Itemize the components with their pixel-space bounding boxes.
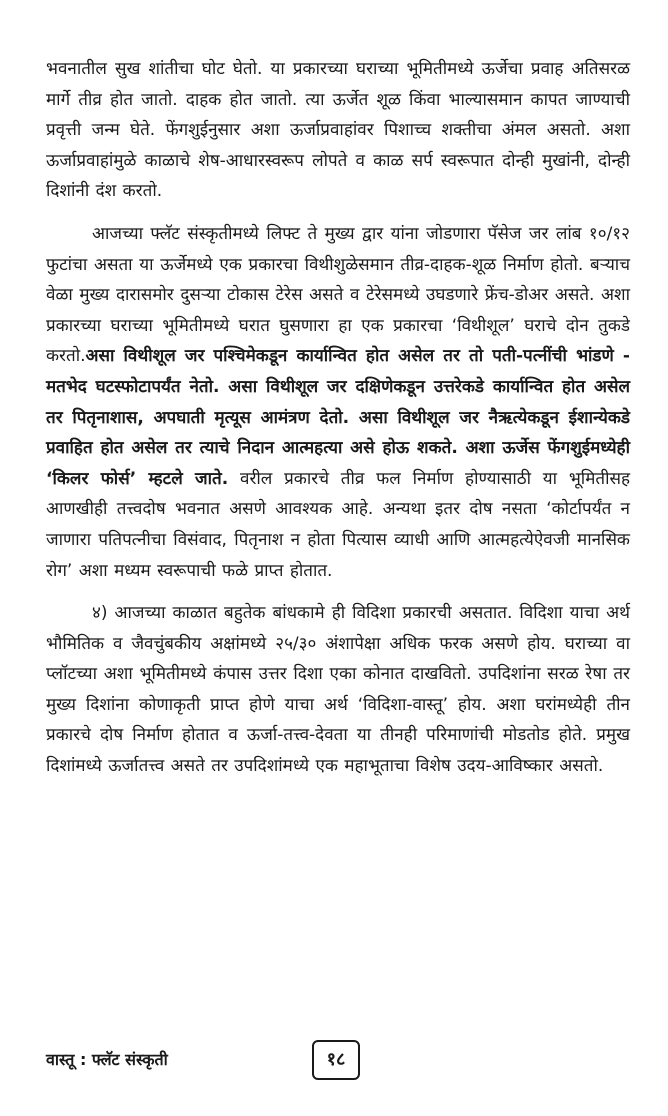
page-number-badge: १८ bbox=[312, 1040, 360, 1080]
page-body bbox=[46, 54, 630, 794]
paragraph-2-text-a: आजच्या फ्लॅट संस्कृतीमध्ये लिफ्ट ते मुख्य द्वार यांना जोडणारा पॅसेज जर लांब १०/१२ फुटांचा असता या ऊर्जेमध्ये एक प्रकारचा विथीशुळेसमान तीव्र-दाहक-शूळ निर्माण होतो. बऱ्याच वेळा मुख्य दारासमोर दुसऱ्या टोकास टेरेस असते व टेरेसमध्ये उघडणारे फ्रेंच-डोअर असते. अशा प्रकारच्या घराच्या भूमितीमध्ये घरात घुसणारा हा एक प्रकारचा ‘विथीशूल’ घराचे दोन तुकडे करतो. bbox=[46, 223, 630, 367]
paragraph-1-text: भवनातील सुख शांतीचा घोट घेतो. या प्रकारच्या घराच्या भूमितीमध्ये ऊर्जेचा प्रवाह अतिसरळ मार्गे तीव्र होत जातो. दाहक होत जातो. त्या ऊर्जेत शूळ किंवा भाल्यासमान कापत जाण्याची प्रवृत्ती जन्म घेते. फेंगशुईनुसार अशा ऊर्जाप्रवाहांवर पिशाच्च शक्तीचा अंमल असतो. अशा ऊर्जाप्रवाहांमुळे काळाचे शेष-आधारस्वरूप लोपते व काळ सर्प स्वरूपात दोन्ही मुखांनी, दोन्ही दिशांनी दंश करतो. bbox=[46, 59, 630, 202]
paragraph-3 bbox=[46, 598, 630, 782]
paragraph-2-text-b: वरील प्रकारचे तीव्र फल निर्माण होण्यासाठी या भूमितीसह आणखीही तत्त्वदोष भवनात असणे आवश्यक आहे. अन्यथा इतर दोष नसता ‘कोर्टापर्यंत न जाणारा पतिपत्नीचा विसंवाद, पितृनाश न होता पित्यास व्याधी आणि आत्महत्येऐवजी मानसिक रोग’ अशा मध्यम स्वरूपाची फळे प्राप्त होतात. bbox=[46, 468, 630, 581]
paragraph-3-text: ४) आजच्या काळात बहुतेक बांधकामे ही विदिशा प्रकारची असतात. विदिशा याचा अर्थ भौमितिक व जैवचुंबकीय अक्षांमध्ये २५/३० अंशापेक्षा अधिक फरक असणे होय. घराच्या वा प्लॉटच्या अशा भूमितीमध्ये कंपास उत्तर दिशा एका कोनात दाखवितो. उपदिशांना सरळ रेषा तर मुख्य दिशांना कोणाकृती प्राप्त होणे याचा अर्थ ‘विदिशा-वास्तू’ होय. अशा घरांमध्येही तीन प्रकारचे दोष निर्माण होतात व ऊर्जा-तत्त्व-देवता या तीनही परिमाणांची मोडतोड होते. प्रमुख दिशांमध्ये ऊर्जातत्त्व असते तर उपदिशांमध्ये एक महाभूताचा विशेष उदय-आविष्कार असतो. bbox=[46, 603, 630, 777]
page-footer bbox=[46, 1040, 630, 1084]
footer-book-title: वास्तू : फ्लॅट संस्कृती bbox=[46, 1050, 168, 1069]
paragraph-2 bbox=[46, 219, 630, 586]
paragraph-2-bold-text: असा विथीशूल जर पश्चिमेकडून कार्यान्वित होत असेल तर तो पती-पत्नींची भांडणे - मतभेद घटस्फोटापर्यंत नेतो. असा विथीशूल जर दक्षिणेकडून उत्तरेकडे कार्यान्वित होत असेल तर पितृनाशास, अपघाती मृत्यूस आमंत्रण देतो. असा विथीशूल जर नैऋत्येकडून ईशान्येकडे प्रवाहित होत असेल तर त्याचे निदान आत्महत्या असे होऊ शकते. अशा ऊर्जेस फेंगशुईमध्येही ‘किलर फोर्स’ म्हटले जाते. bbox=[46, 346, 630, 489]
paragraph-1 bbox=[46, 54, 630, 207]
